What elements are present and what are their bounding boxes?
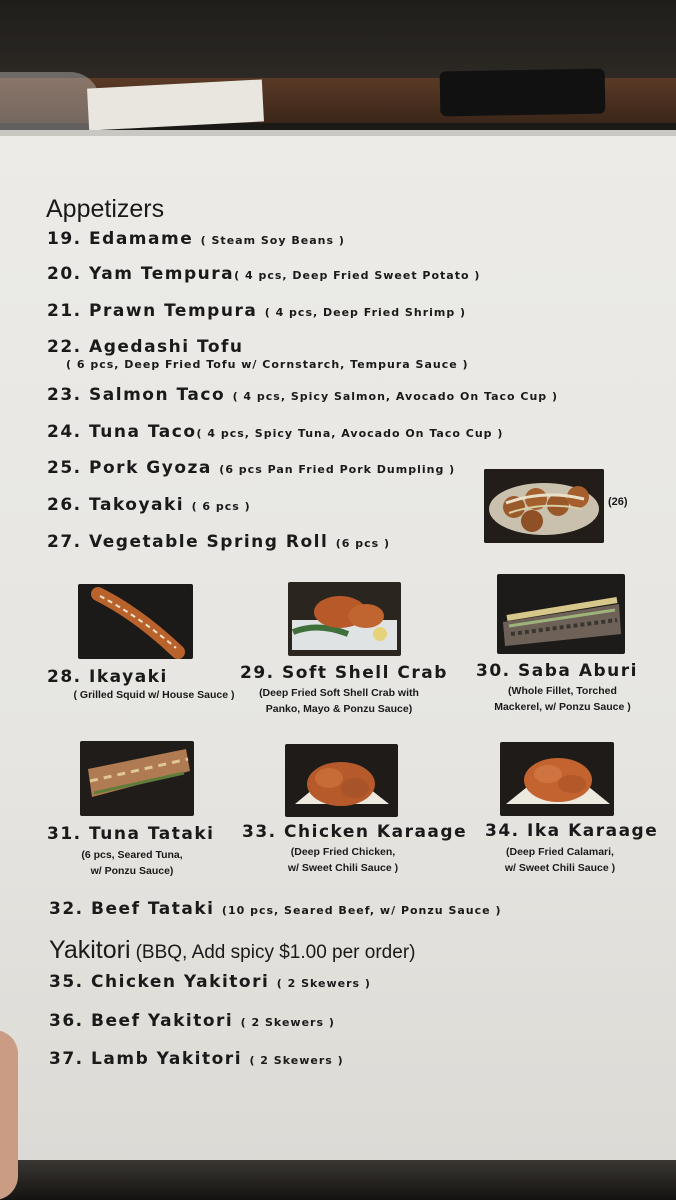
menu-item-30-desc-2: Mackerel, w/ Ponzu Sauce ) [494,701,631,713]
item-number: 25. [47,458,82,478]
menu-item-27 [47,532,390,552]
item-number: 23. [47,385,82,405]
item-number: 22. [47,337,82,357]
item-name: Agedashi Tofu [89,337,244,357]
chicken-karaage-photo [285,744,398,817]
item-desc: ( 2 Skewers ) [240,1016,335,1029]
item-name: Tuna Taco [89,422,197,442]
item-desc: ( 2 Skewers ) [276,977,371,990]
item-number: 35. [49,972,84,992]
menu-item-35 [49,972,371,992]
menu-item-30 [476,661,638,681]
menu-item-34-desc-2: w/ Sweet Chili Sauce ) [504,862,616,874]
thumb [0,1030,18,1200]
item-name: Yam Tempura [89,264,235,284]
item-name: Soft Shell Crab [282,663,448,683]
item-desc: ( 4 pcs, Deep Fried Shrimp ) [264,306,467,319]
tuna-tataki-photo [80,741,194,816]
menu-item-25 [47,458,455,478]
menu-item-28 [47,667,168,687]
ika-karaage-photo [500,742,614,816]
menu-item-22 [47,337,244,357]
item-name: Chicken Yakitori [91,972,270,992]
item-name: Saba Aburi [518,661,638,681]
menu-item-29-desc-2: Panko, Mayo & Ponzu Sauce) [265,703,413,715]
item-desc: (6 pcs ) [335,537,391,550]
menu-item-26 [47,495,251,515]
menu-item-23 [47,385,558,405]
item-number: 30. [476,661,511,681]
item-desc: ( 2 Skewers ) [249,1054,344,1067]
menu-item-19 [47,229,345,249]
menu-item-30-desc-1: (Whole Fillet, Torched [508,685,617,697]
appetizers-heading: Appetizers [46,195,165,223]
item-number: 27. [47,532,82,552]
yakitori-note: (BBQ, Add spicy $1.00 per order) [135,942,416,963]
item-number: 36. [49,1011,84,1031]
takoyaki-photo [484,469,604,543]
item-number: 31. [47,824,82,844]
item-name: Ikayaki [89,667,168,687]
item-name: Pork Gyoza [89,458,212,478]
item-desc: ( 4 pcs, Spicy Tuna, Avocado On Taco Cup ) [196,427,504,440]
menu-item-22-desc: ( 6 pcs, Deep Fried Tofu w/ Cornstarch, Tempura Sauce ) [66,358,469,371]
menu-item-33-desc-1: (Deep Fried Chicken, [290,846,396,858]
menu-item-24 [47,422,503,442]
item-name: Salmon Taco [89,385,226,405]
menu-item-20 [47,264,480,284]
item-name: Beef Yakitori [91,1011,234,1031]
item-name: Prawn Tempura [89,301,258,321]
yakitori-heading: Yakitori [49,936,131,964]
item-number: 20. [47,264,82,284]
menu-item-29 [240,663,448,683]
item-name: Ika Karaage [527,821,659,841]
menu-item-31-desc-1: (6 pcs, Seared Tuna, [81,849,183,861]
menu-item-21 [47,301,466,321]
menu-item-29-desc-1: (Deep Fried Soft Shell Crab with [259,687,419,699]
phone [440,69,606,117]
item-number: 24. [47,422,82,442]
item-number: 19. [47,229,82,249]
saba-aburi-photo [497,574,625,654]
menu-item-31-desc-2: w/ Ponzu Sauce) [90,865,174,877]
bottom-background [0,1160,676,1200]
item-name: Edamame [89,229,194,249]
item-desc: ( 6 pcs ) [191,500,251,513]
item-desc: ( 4 pcs, Spicy Salmon, Avocado On Taco Cup ) [232,390,559,403]
ikayaki-photo [78,584,193,659]
item-number: 21. [47,301,82,321]
item-name: Takoyaki [89,495,185,515]
item-number: 32. [49,899,84,919]
item-number: 37. [49,1049,84,1069]
takoyaki-image [484,469,604,543]
menu-item-31 [47,824,214,844]
item-desc: ( 4 pcs, Deep Fried Sweet Potato ) [234,269,481,282]
item-name: Chicken Karaage [284,822,468,842]
menu-item-33 [242,822,467,842]
item-number: 34. [485,821,520,841]
item-desc: ( Steam Soy Beans ) [200,234,345,247]
menu-item-34-desc-1: (Deep Fried Calamari, [506,846,614,858]
item-name: Lamb Yakitori [91,1049,243,1069]
soft-shell-crab-photo [288,582,401,656]
item-number: 33. [242,822,277,842]
item-number: 29. [240,663,275,683]
item-desc: (10 pcs, Seared Beef, w/ Ponzu Sauce ) [221,904,502,917]
item-number: 28. [47,667,82,687]
menu-item-33-desc-2: w/ Sweet Chili Sauce ) [287,862,399,874]
menu-item-28-desc: ( Grilled Squid w/ House Sauce ) [73,689,235,701]
item-name: Tuna Tataki [89,824,215,844]
item-name: Beef Tataki [91,899,215,919]
menu-item-36 [49,1011,335,1031]
item-name: Vegetable Spring Roll [89,532,329,552]
item-desc: (6 pcs Pan Fried Pork Dumpling ) [219,463,456,476]
item-number: 26. [47,495,82,515]
menu-item-32 [49,899,501,919]
yakitori-heading-row [49,936,415,965]
menu-item-37 [49,1049,344,1069]
photo-reference: (26) [608,496,628,508]
menu-item-34 [485,821,658,841]
